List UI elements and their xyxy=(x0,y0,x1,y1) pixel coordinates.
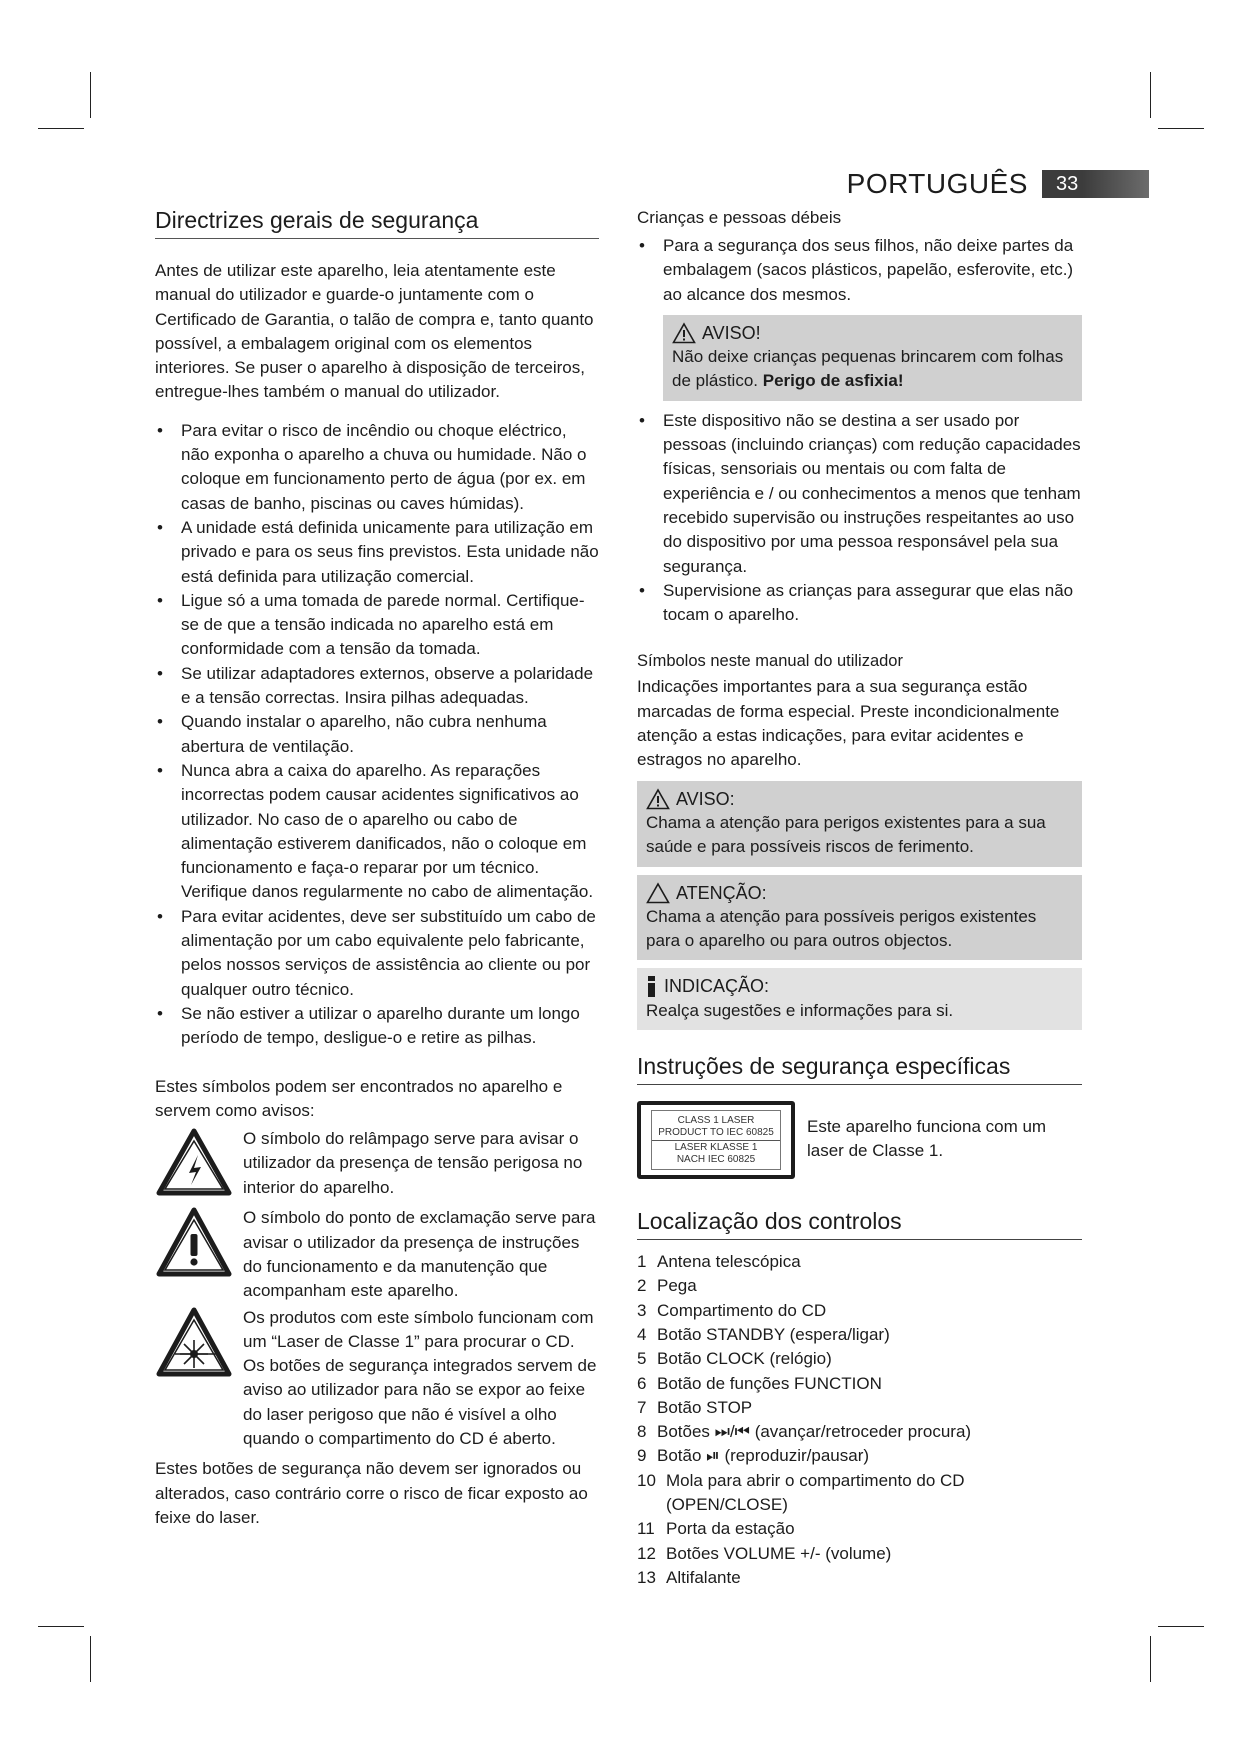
list-item: 5 Botão CLOCK (relógio) xyxy=(637,1349,832,1369)
lightning-warning-icon xyxy=(155,1127,233,1204)
atencao-title: ATENÇÃO: xyxy=(676,882,767,903)
list-item: 6 Botão de funções FUNCTION xyxy=(637,1373,882,1393)
language-title: PORTUGUÊS xyxy=(846,168,1028,199)
indicacao-title: INDICAÇÃO: xyxy=(664,976,770,997)
list-item: • Se não estiver a utilizar o aparelho durante um longo período de tempo, desligue-o e retire as pilhas. xyxy=(155,1002,599,1051)
list-item: 12 Botões VOLUME +/- (volume) xyxy=(637,1543,892,1563)
closing-paragraph: Estes botões de segurança não devem ser ignorados ou alterados, caso contrário corre o risco de ficar exposto ao feixe do laser. xyxy=(155,1459,588,1527)
list-item: • Nunca abra a caixa do aparelho. As reparações incorrectas podem causar acidentes significativos ao utilizador. No caso de o aparelho ou cabo de alimentação estiverem danificados, não o coloque em funcionamento e faça-o reparar por um técnico. Verifique danos regularmente no cabo de alimentação. xyxy=(155,759,599,905)
crop-mark xyxy=(38,1626,84,1627)
list-item: • Se utilizar adaptadores externos, observe a polaridade e a tensão correctas. Insira pilhas adequadas. xyxy=(155,662,599,711)
crop-mark xyxy=(1158,128,1204,129)
symbols-paragraph: Indicações importantes para a sua segurança estão marcadas de forma especial. Preste incondicionalmente atenção a estas indicações, para evitar acidentes e estragos no aparelho. xyxy=(637,677,1060,770)
page-number-badge xyxy=(1042,170,1149,198)
left-column xyxy=(155,206,599,1530)
page-number: 33 xyxy=(1056,172,1079,195)
list-item: • Para evitar acidentes, deve ser substituído um cabo de alimentação por um cabo equivalente pelo fabricante, pelos nossos serviços de assistência ao cliente ou por qualquer outro técnico. xyxy=(155,905,599,1002)
warning-title: AVISO! xyxy=(702,322,761,343)
symbols-section-title: Símbolos neste manual do utilizador xyxy=(637,652,903,671)
crop-mark xyxy=(90,1636,91,1682)
specific-safety-title: Instruções de segurança específicas xyxy=(637,1052,1082,1085)
list-item: • Quando instalar o aparelho, não cubra nenhuma abertura de ventilação. xyxy=(155,710,599,759)
aviso-box xyxy=(637,781,1082,867)
persons-bullet-list xyxy=(637,409,1082,628)
laser-label-line: PRODUCT TO IEC 60825 xyxy=(658,1126,774,1138)
list-item: • Ligue só a uma tomada de parede normal. Certifique-se de que a tensão indicada no aparelho está em conformidade com a tensão da tomada. xyxy=(155,589,599,662)
list-item: 8 Botões ⏭/⏮ (avançar/retroceder procura) xyxy=(637,1422,972,1442)
list-item: • Para a segurança dos seus filhos, não deixe partes da embalagem (sacos plásticos, papelão, esferovite, etc.) ao alcance dos mesmos. xyxy=(637,234,1082,307)
list-item: 11 Porta da estação xyxy=(637,1519,795,1539)
symbol-row xyxy=(155,1127,599,1204)
laser-warning-icon xyxy=(155,1306,233,1452)
right-column xyxy=(637,206,1082,1590)
list-item: • A unidade está definida unicamente para utilização em privado e para os seus fins previstos. Esta unidade não está definida para utilização comercial. xyxy=(155,516,599,589)
crop-mark xyxy=(38,128,84,129)
caution-triangle-icon xyxy=(646,882,670,904)
children-section-title: Crianças e pessoas débeis xyxy=(637,208,842,227)
page-header xyxy=(847,168,1149,200)
laser-text: Este aparelho funciona com um laser de Classe 1. xyxy=(807,1117,1047,1161)
aviso-asphyxia-box xyxy=(663,315,1082,401)
controls-title: Localização dos controlos xyxy=(637,1207,1082,1240)
warning-text: Não deixe crianças pequenas brincarem com folhas de plástico. Perigo de asfixia! xyxy=(672,347,1064,391)
symbols-intro: Estes símbolos podem ser encontrados no aparelho e servem como avisos: xyxy=(155,1076,563,1120)
symbol-text: O símbolo do relâmpago serve para avisar o utilizador da presença de tensão perigosa no interior do aparelho. xyxy=(243,1129,583,1197)
list-item: 3 Compartimento do CD xyxy=(637,1300,827,1320)
laser-class-label xyxy=(637,1101,795,1179)
symbol-row xyxy=(155,1206,599,1303)
list-item: 2 Pega xyxy=(637,1276,697,1296)
list-item: 7 Botão STOP xyxy=(637,1397,753,1417)
crop-mark xyxy=(1150,72,1151,118)
crop-mark xyxy=(90,72,91,118)
symbol-row xyxy=(155,1306,599,1452)
crop-mark xyxy=(1158,1626,1204,1627)
list-item: 4 Botão STANDBY (espera/ligar) xyxy=(637,1324,890,1344)
list-item: • Este dispositivo não se destina a ser usado por pessoas (incluindo crianças) com redução capacidades físicas, sensoriais ou mentais ou com falta de experiência e / ou conhecimentos a menos que tenham recebido supervisão ou instruções respeitantes ao uso do dispositivo por uma pessoa responsável pela sua segurança. xyxy=(637,409,1082,579)
list-item: • Para evitar o risco de incêndio ou choque eléctrico, não exponha o aparelho a chuva ou humidade. Não o coloque em funcionamento perto de água (por ex. em casas de banho, piscinas ou caves húmidas). xyxy=(155,419,599,516)
indicacao-box xyxy=(637,968,1082,1030)
warning-header xyxy=(646,787,1073,811)
list-item: 9 Botão ⏯ (reproduzir/pausar) xyxy=(637,1446,870,1466)
warning-emphasis: Perigo de asfixia! xyxy=(762,371,904,391)
aviso-title: AVISO: xyxy=(676,788,735,809)
laser-info-row xyxy=(637,1101,1082,1179)
caution-header xyxy=(646,881,1073,905)
laser-label-line: LASER KLASSE 1 xyxy=(674,1141,758,1153)
warning-header xyxy=(672,321,1073,345)
laser-label-line: NACH IEC 60825 xyxy=(676,1153,756,1165)
aviso-text: Chama a atenção para perigos existentes para a sua saúde e para possíveis riscos de ferimento. xyxy=(646,812,1046,857)
atencao-box xyxy=(637,875,1082,961)
atencao-text: Chama a atenção para possíveis perigos existentes para o aparelho ou para outros objectos. xyxy=(646,906,1037,951)
safety-bullet-list xyxy=(155,419,599,1051)
symbol-text: Os produtos com este símbolo funcionam com um “Laser de Classe 1” para procurar o CD. Os botões de segurança integrados servem de aviso ao utilizador para não se expor ao feixe do laser perigoso que não é visível a olho quando o compartimento do CD é aberto. xyxy=(243,1307,597,1449)
list-item: 13 Altifalante xyxy=(637,1567,741,1587)
controls-list xyxy=(637,1250,1082,1590)
crop-mark xyxy=(1150,1636,1151,1682)
symbol-text: O símbolo do ponto de exclamação serve para avisar o utilizador da presença de instruções do funcionamento e da manutenção que acompanham este aparelho. xyxy=(243,1208,596,1301)
intro-paragraph: Antes de utilizar este aparelho, leia atentamente este manual do utilizador e guarde-o juntamente com o Certificado de Garantia, o talão de compra e, tanto quanto possível, a embalagem original com os elementos interiores. Se puser o aparelho à disposição de terceiros, entregue-lhes também o manual do utilizador. xyxy=(155,261,594,402)
general-safety-title: Directrizes gerais de segurança xyxy=(155,206,599,239)
list-item: 10 Mola para abrir o compartimento do CD (OPEN/CLOSE) xyxy=(637,1470,965,1514)
warning-triangle-icon xyxy=(646,788,670,810)
info-icon xyxy=(646,976,658,998)
info-header xyxy=(646,974,1073,998)
children-bullet-list xyxy=(637,234,1082,307)
list-item: 1 Antena telescópica xyxy=(637,1252,801,1272)
exclamation-warning-icon xyxy=(155,1206,233,1303)
indicacao-text: Realça sugestões e informações para si. xyxy=(646,1000,954,1020)
list-item: • Supervisione as crianças para assegurar que elas não tocam o aparelho. xyxy=(637,579,1082,628)
warning-triangle-icon xyxy=(672,322,696,344)
laser-label-line: CLASS 1 LASER xyxy=(677,1114,755,1126)
